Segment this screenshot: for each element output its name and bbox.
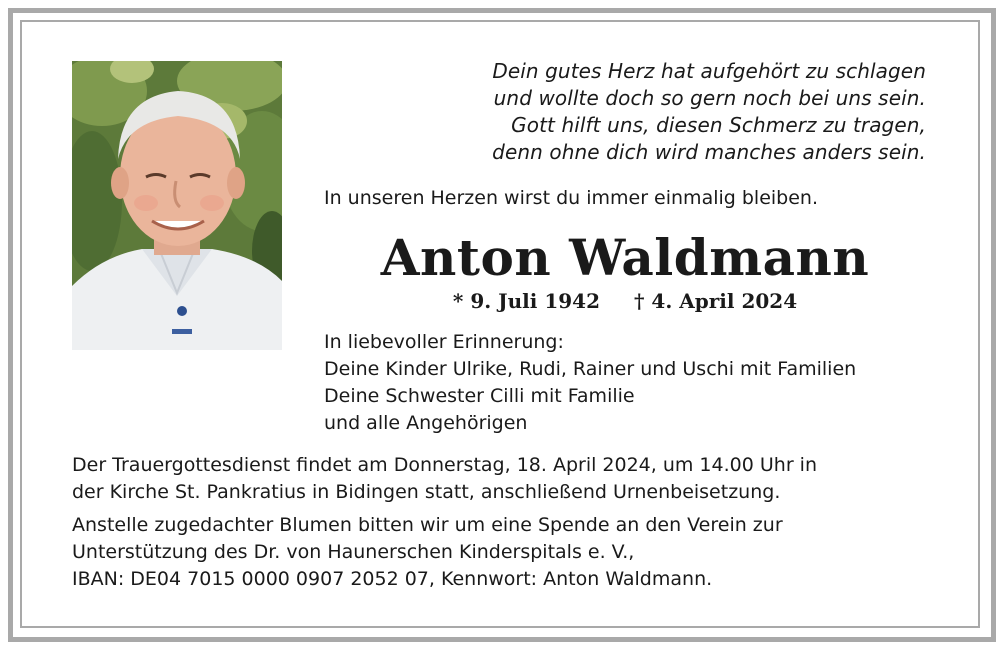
donation-line: Unterstützung des Dr. von Haunerschen Kinderspitals e. V., (72, 541, 635, 563)
mourners-line: In liebevoller Erinnerung: (324, 331, 564, 353)
service-info (72, 452, 932, 593)
portrait-photo (72, 61, 282, 350)
death-date: † 4. April 2024 (633, 289, 798, 313)
service-paragraph (72, 452, 932, 506)
deceased-name: Anton Waldmann (380, 228, 870, 287)
poem-line: denn ohne dich wird manches anders sein. (492, 140, 926, 164)
poem-line: und wollte doch so gern noch bei uns sein. (493, 86, 926, 110)
memorial-poem (440, 58, 926, 166)
donation-line: Anstelle zugedachter Blumen bitten wir um eine Spende an den Verein zur (72, 514, 783, 536)
tagline: In unseren Herzen wirst du immer einmalig bleiben. (324, 187, 819, 209)
donation-paragraph (72, 512, 932, 593)
service-line: der Kirche St. Pankratius in Bidingen statt, anschließend Urnenbeisetzung. (72, 481, 781, 503)
birth-date: * 9. Juli 1942 (452, 289, 600, 313)
mourners-list (324, 329, 856, 437)
mourners-line: und alle Angehörigen (324, 412, 528, 434)
mourners-line: Deine Kinder Ulrike, Rudi, Rainer und Uschi mit Familien (324, 358, 857, 380)
mourners-line: Deine Schwester Cilli mit Familie (324, 385, 635, 407)
donation-line: IBAN: DE04 7015 0000 0907 2052 07, Kennwort: Anton Waldmann. (72, 568, 713, 590)
service-line: Der Trauergottesdienst findet am Donnerstag, 18. April 2024, um 14.00 Uhr in (72, 454, 817, 476)
poem-line: Dein gutes Herz hat aufgehört zu schlagen (492, 59, 926, 83)
life-dates (324, 289, 926, 313)
poem-line: Gott hilft uns, diesen Schmerz zu tragen, (511, 113, 926, 137)
